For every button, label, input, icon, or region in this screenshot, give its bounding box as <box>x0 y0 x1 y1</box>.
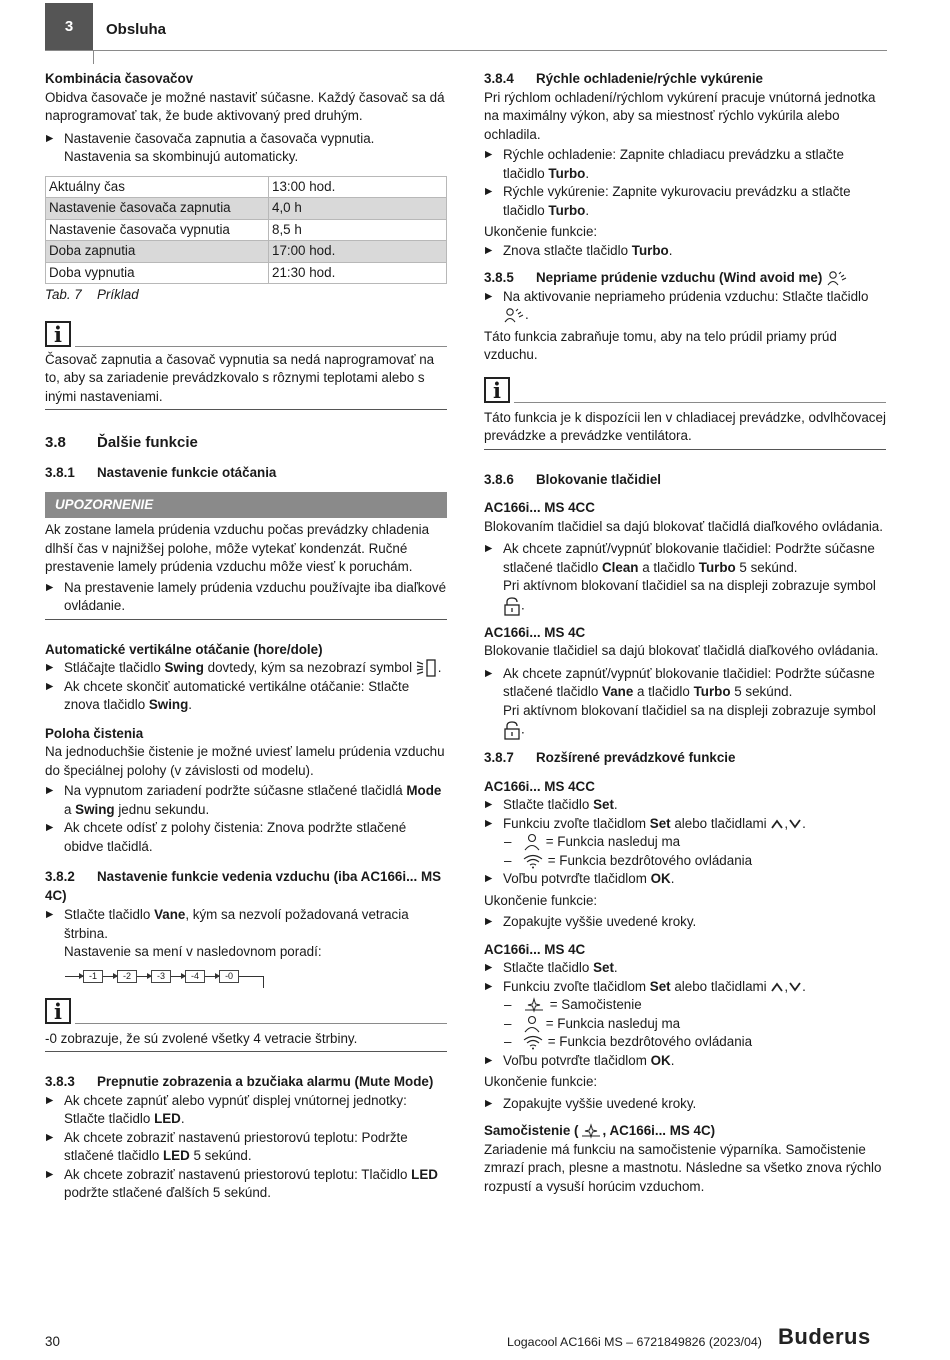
lock-icon <box>503 596 521 616</box>
table-row: Aktuálny čas 13:00 hod. <box>46 176 447 198</box>
ext-b-option-wireless: – = Funkcia bezdrôtového ovládania <box>484 1033 886 1052</box>
ext-b-bullet-1: ▶ Stlačte tlačidlo Set. <box>484 959 886 978</box>
brand-logo: Buderus <box>778 1324 871 1349</box>
info-rule <box>484 449 886 450</box>
section-3-8-5-title: 3.8.5 Nepriame prúdenie vzduchu (Wind avoid me) <box>484 269 886 288</box>
sequence-step: -3 <box>151 970 171 983</box>
auto-swing-bullet-1: ▶ Stláčajte tlačidlo Swing dovtedy, kým sa nezobrazí symbol . <box>45 659 447 678</box>
info-icon <box>45 998 71 1024</box>
vane-sequence <box>65 966 447 988</box>
ext-a-option-wireless: – = Funkcia bezdrôtového ovládania <box>484 852 886 871</box>
selfclean-heading: Samočistenie ( , AC166i... MS 4C) <box>484 1122 886 1141</box>
chevron-down-icon <box>788 818 802 830</box>
section-3-8-1-title: 3.8.1 Nastavenie funkcie otáčania <box>45 464 277 480</box>
chevron-up-icon <box>770 818 784 830</box>
self-clean-icon <box>579 1122 603 1140</box>
arrow <box>137 976 151 977</box>
chapter-number: 3 <box>45 3 93 51</box>
sequence-step: -2 <box>117 970 137 983</box>
header-rule-stem <box>93 50 94 64</box>
clean-position-heading: Poloha čistenia <box>45 725 144 741</box>
right-column <box>484 70 886 1196</box>
model-heading: AC166i... MS 4C <box>484 941 586 957</box>
ext-b-bullet-4: ▶ Zopakujte vyššie uvedené kroky. <box>484 1095 886 1114</box>
selfclean-text: Zariadenie má funkciu na samočistenie výparníka. Samočistenie zmrazí prach, plesne a mastnotu. Následne sa všetko znova rýchlo rozpustí a vysuší horúcim vzduchom. <box>484 1141 882 1194</box>
turbo-intro: Pri rýchlom ochladení/rýchlom vykúrení pracuje vnútorná jednotka na maximálny výkon, aby sa miestnosť rýchlo vykúrila alebo ochladila. <box>484 89 876 142</box>
info-box-header <box>45 998 447 1026</box>
document-id: Logacool AC166i MS – 6721849826 (2023/04) <box>507 1335 762 1349</box>
clean-bullet-1: ▶ Na vypnutom zariadení podržte súčasne stlačené tlačidlá Mode a Swing jednu sekundu. <box>45 782 447 819</box>
sequence-step: -1 <box>83 970 103 983</box>
warning-rule <box>45 619 447 620</box>
wind-avoid-icon <box>503 306 525 324</box>
arrow <box>103 976 117 977</box>
info-icon <box>45 321 71 347</box>
timers-intro: Obidva časovače je možné nastaviť súčasne. Každý časovač sa dá naprogramovať tak, že bude aktivovaný pred druhým. <box>45 89 445 123</box>
mute-bullet-2: ▶ Ak chcete zobraziť nastavenú priestorovú teplotu: Podržte stlačené tlačidlo LED 5 sekúnd. <box>45 1129 447 1166</box>
ext-a-bullet-1: ▶ Stlačte tlačidlo Set. <box>484 796 886 815</box>
warning-label: UPOZORNENIE <box>45 492 447 518</box>
timers-info-text: Časovač zapnutia a časovač vypnutia sa nedá naprogramovať na to, aby sa zariadenie prevádzkovalo s rôznymi teplotami alebo s inými nastaveniami. <box>45 351 435 404</box>
person-icon <box>522 833 542 851</box>
ext-a-end-label: Ukončenie funkcie: <box>484 892 598 908</box>
clean-position-intro: Na jednoduchšie čistenie je možné uviesť lamelu prúdenia vzduchu do špeciálnej polohy (v závislosti od modelu). <box>45 744 445 778</box>
ext-b-bullet-3: ▶ Voľbu potvrďte tlačidlom OK. <box>484 1052 886 1071</box>
ext-a-bullet-2: ▶ Funkciu zvoľte tlačidlom Set alebo tlačidlami , . <box>484 815 886 834</box>
self-clean-icon <box>522 996 546 1014</box>
ext-a-bullet-4: ▶ Zopakujte vyššie uvedené kroky. <box>484 913 886 932</box>
info-rule <box>45 1051 447 1052</box>
wind-avoid-bullet: ▶ Na aktivovanie nepriameho prúdenia vzduchu: Stlačte tlačidlo . <box>484 288 886 325</box>
info-icon <box>484 377 510 403</box>
chevron-down-icon <box>788 981 802 993</box>
section-3-8-7-title: 3.8.7 Rozšírené prevádzkové funkcie <box>484 750 736 765</box>
lock-intro-a: Blokovaním tlačidiel sa dajú blokovať tlačidlá diaľkového ovládania. <box>484 518 883 534</box>
sequence-step: -4 <box>185 970 205 983</box>
info-box-header <box>45 321 447 349</box>
sequence-loop <box>239 976 264 988</box>
sequence-step: -0 <box>219 970 239 983</box>
swing-icon <box>416 659 438 677</box>
wind-avoid-info-text: Táto funkcia je k dispozícii len v chladiacej prevádzke, odvlhčovacej prevádzke a prevádzke ventilátora. <box>484 409 886 443</box>
mute-bullet-3: ▶ Ak chcete zobraziť nastavenú priestorovú teplotu: Tlačidlo LED podržte stlačené ďalších 5 sekúnd. <box>45 1166 447 1203</box>
lock-icon <box>503 720 521 740</box>
turbo-bullet-2: ▶ Rýchle vykúrenie: Zapnite vykurovaciu prevádzku a stlačte tlačidlo Turbo. <box>484 183 886 220</box>
lock-intro-b: Blokovanie tlačidiel sa dajú blokovať tlačidlá diaľkového ovládania. <box>484 643 879 658</box>
table-row: Nastavenie časovača zapnutia 4,0 h <box>46 198 447 220</box>
arrow <box>205 976 219 977</box>
header-rule <box>45 50 887 51</box>
chevron-up-icon <box>770 981 784 993</box>
ext-b-bullet-2: ▶ Funkciu zvoľte tlačidlom Set alebo tlačidlami , . <box>484 978 886 997</box>
wireless-icon <box>522 853 544 869</box>
table-row: Doba vypnutia 21:30 hod. <box>46 262 447 284</box>
turbo-bullet-1: ▶ Rýchle ochladenie: Zapnite chladiacu prevádzku a stlačte tlačidlo Turbo. <box>484 146 886 183</box>
warning-bullet: ▶ Na prestavenie lamely prúdenia vzduchu používajte iba diaľkové ovládanie. <box>45 579 447 616</box>
chapter-title: Obsluha <box>106 21 167 38</box>
arrow <box>171 976 185 977</box>
ext-a-option-follow: – = Funkcia nasleduj ma <box>484 833 886 852</box>
ext-b-end-label: Ukončenie funkcie: <box>484 1074 598 1089</box>
arrow <box>65 976 83 977</box>
wind-avoid-icon <box>826 269 848 287</box>
section-3-8-3-title: 3.8.3 Prepnutie zobrazenia a bzučiaka alarmu (Mute Mode) <box>45 1074 434 1089</box>
model-heading: AC166i... MS 4CC <box>484 778 595 794</box>
ext-b-option-selfclean: – = Samočistenie <box>484 996 886 1015</box>
model-heading: AC166i... MS 4CC <box>484 500 595 515</box>
mute-bullet-1: ▶ Ak chcete zapnúť alebo vypnúť displej vnútornej jednotky: Stlačte tlačidlo LED. <box>45 1092 447 1129</box>
section-3-8-2-title: 3.8.2 Nastavenie funkcie vedenia vzduchu (iba AC166i... MS 4C) <box>45 869 442 903</box>
section-3-8-4-title: 3.8.4 Rýchle ochladenie/rýchle vykúrenie <box>484 71 764 86</box>
timers-bullet: ▶ Nastavenie časovača zapnutia a časovača vypnutia. Nastavenia sa skombinujú automaticky. <box>45 130 447 167</box>
table-row: Doba zapnutia 17:00 hod. <box>46 241 447 263</box>
vane-bullet: ▶ Stlačte tlačidlo Vane, kým sa nezvolí požadovaná vetracia štrbina. Nastavenie sa mení v nasledovnom poradí: <box>45 906 447 962</box>
wireless-icon <box>522 1034 544 1050</box>
info-rule <box>45 409 447 410</box>
ext-b-option-follow: – = Funkcia nasleduj ma <box>484 1015 886 1034</box>
vane-info-text: -0 zobrazuje, že sú zvolené všetky 4 vetracie štrbiny. <box>45 1030 358 1046</box>
example-table <box>45 176 447 285</box>
auto-swing-bullet-2: ▶ Ak chcete skončiť automatické vertikálne otáčanie: Stlačte znova tlačidlo Swing. <box>45 678 447 715</box>
left-column <box>45 70 447 1203</box>
clean-bullet-2: ▶ Ak chcete odísť z polohy čistenia: Znova podržte stlačené obidve tlačidlá. <box>45 819 447 856</box>
wind-avoid-text: Táto funkcia zabraňuje tomu, aby na telo prúdil priamy prúd vzduchu. <box>484 328 837 362</box>
table-row: Nastavenie časovača vypnutia 8,5 h <box>46 219 447 241</box>
info-box-header <box>484 377 886 405</box>
auto-swing-heading: Automatické vertikálne otáčanie (hore/dole) <box>45 641 323 657</box>
model-heading: AC166i... MS 4C <box>484 624 586 640</box>
lock-bullet-a: ▶ Ak chcete zapnúť/vypnúť blokovanie tlačidiel: Podržte súčasne stlačené tlačidlo Clean a tlačidlo Turbo 5 sekúnd. Pri aktívnom blokovaní tlačidiel sa na displeji zobrazuje symbol . <box>484 540 886 616</box>
section-3-8-title: 3.8 Ďalšie funkcie <box>45 434 198 451</box>
ext-a-bullet-3: ▶ Voľbu potvrďte tlačidlom OK. <box>484 870 886 889</box>
lock-bullet-b: ▶ Ak chcete zapnúť/vypnúť blokovanie tlačidiel: Podržte súčasne stlačené tlačidlo Vane a tlačidlo Turbo 5 sekúnd. Pri aktívnom blokovaní tlačidiel sa na displeji zobrazuje symbol . <box>484 665 886 741</box>
person-icon <box>522 1015 542 1033</box>
turbo-end-label: Ukončenie funkcie: <box>484 224 598 239</box>
page-number: 30 <box>45 1334 60 1349</box>
table-caption: Tab. 7 Príklad <box>45 287 139 302</box>
turbo-bullet-3: ▶ Znova stlačte tlačidlo Turbo. <box>484 242 886 261</box>
section-3-8-6-title: 3.8.6 Blokovanie tlačidiel <box>484 471 662 487</box>
timers-heading: Kombinácia časovačov <box>45 71 194 86</box>
warning-text: Ak zostane lamela prúdenia vzduchu počas prevádzky chladenia dlhší čas v najnižšej polohe, môže vytekať kondenzát. Ručné prestavenie lamely prúdenia vzduchu môže viesť k poruchám. <box>45 522 430 574</box>
